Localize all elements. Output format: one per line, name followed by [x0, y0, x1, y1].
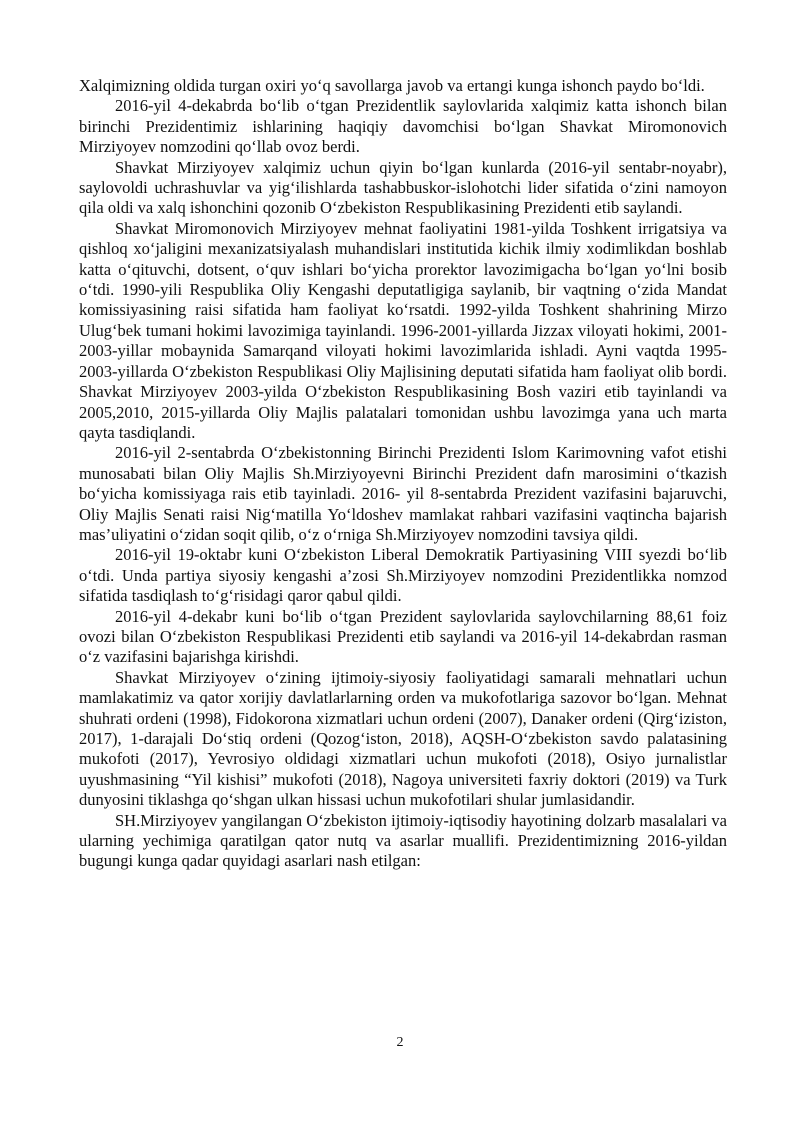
page-number: 2 — [396, 1035, 404, 1050]
paragraph-3: Shavkat Mirziyoyev xalqimiz uchun qiyin bo‘lgan kunlarda (2016-yil sentabr-noyabr), saylovoldi uchrashuvlar va yig‘ilishlarda tashabbuskor-islohotchi lider sifatida o‘zini namoyon qila oldi va xalq ishonchini qozonib O‘zbekiston Respublikasining Prezidenti etib saylandi. — [79, 157, 727, 218]
paragraph-1: Xalqimizning oldida turgan oxiri yo‘q savollarga javob va ertangi kunga ishonch paydo bo‘ldi. — [79, 76, 705, 95]
paragraph-7: 2016-yil 4-dekabr kuni bo‘lib o‘tgan Prezident saylovlarida saylovchilarning 88,61 foiz ovozi bilan O‘zbekiston Respublikasi Prezidenti etib saylandi va 2016-yil 14-dekabrdan rasman o‘z vazifasini bajarishga kirishdi. — [79, 606, 727, 667]
paragraph-8: Shavkat Mirziyoyev o‘zining ijtimoiy-siyosiy faoliyatidagi samarali mehnatlari uchun mamlakatimiz va qator xorijiy davlatlarlarning orden va mukofotlariga sazovor bo‘lgan. Mehnat shuhrati ordeni (1998), Fidokorona xizmatlari uchun ordeni (2007), Danaker ordeni (Qirg‘iziston, 2017), 1-darajali Do‘stiq ordeni (Qozog‘iston, 2018), AQSH-O‘zbekiston savdo palatasining mukofoti (2017), Yevrosiyo oldidagi xizmatlari uchun mukofoti (2018), Osiyo jurnalistlar uyushmasining “Yil kishisi” mukofoti (2018), Nagoya universiteti faxriy doktori (2019) va Turk dunyosini tiklashga qo‘shgan ulkan hissasi uchun mukofotilari shular jumlasidandir. — [79, 667, 727, 810]
paragraph-9: SH.Mirziyoyev yangilangan O‘zbekiston ijtimoiy-iqtisodiy hayotining dolzarb masalalari va ularning yechimiga qaratilgan qator nutq va asarlar muallifi. Prezidentimizning 2016-yildan bugungi kunga qadar quyidagi asarlari nash etilgan: — [79, 810, 727, 871]
paragraph-5: 2016-yil 2-sentabrda O‘zbekistonning Birinchi Prezidenti Islom Karimovning vafot etishi munosabati bilan Oliy Majlis Sh.Mirziyoyevni Birinchi Prezident dafn marosimini o‘tkazish bo‘yicha komissiyaga rais etib tayinladi. 2016- yil 8-sentabrda Prezident vazifasini bajaruvchi, Oliy Majlis Senati raisi Nig‘matilla Yo‘ldoshev mamlakat rahbari vazifasini vaqtincha bajarish mas’uliyatini o‘zidan soqit qilib, o‘z o‘rniga Sh.Mirziyoyev nomzodini tavsiya qildi. — [79, 443, 727, 544]
paragraph-4: Shavkat Miromonovich Mirziyoyev mehnat faoliyatini 1981-yilda Toshkent irrigatsiya va qishloq xo‘jaligini mexanizatsiyalash muhandislari institutida kichik ilmiy xodimlikdan boshlab katta o‘qituvchi, dotsent, o‘quv ishlari bo‘yicha prorektor lavozimigacha bo‘lgan yo‘lni bosib o‘tdi. 1990-yili Respublika Oliy Kengashi deputatligiga saylanib, bir vaqtning o‘zida Mandat komissiyasining raisi sifatida ham faoliyat ko‘rsatdi. 1992-yilda Toshkent shahrining Mirzo Ulug‘bek tumani hokimi lavozimiga tayinlandi. 1996-2001-yillarda Jizzax viloyati hokimi, 2001-2003-yillar mobaynida Samarqand viloyati hokimi lavozimlarida ishladi. Ayni vaqtda 1995- 2003-yillarda O‘zbekiston Respublikasi Oliy Majlisining deputati sifatida ham faoliyat olib bordi. Shavkat Mirziyoyev 2003-yilda O‘zbekiston Respublikasining Bosh vaziri etib tayinlandi va 2005,2010, 2015-yillarda Oliy Majlis palatalari tomonidan ushbu lavozimga yana uch marta qayta tasdiqlandi. — [79, 218, 727, 442]
paragraph-6: 2016-yil 19-oktabr kuni O‘zbekiston Liberal Demokratik Partiyasining VIII syezdi bo‘lib o‘tdi. Unda partiya siyosiy kengashi a’zosi Sh.Mirziyoyev nomzodini Prezidentlikka nomzod sifatida tasdiqlash to‘g‘risidagi qaror qabul qildi. — [79, 545, 727, 606]
document-body — [79, 76, 727, 872]
paragraph-2: 2016-yil 4-dekabrda bo‘lib o‘tgan Prezidentlik saylovlarida xalqimiz katta ishonch bilan birinchi Prezidentimiz ishlarining haqiqiy davomchisi bo‘lgan Shavkat Miromonovich Mirziyoyev nomzodini qo‘llab ovoz berdi. — [79, 96, 727, 157]
